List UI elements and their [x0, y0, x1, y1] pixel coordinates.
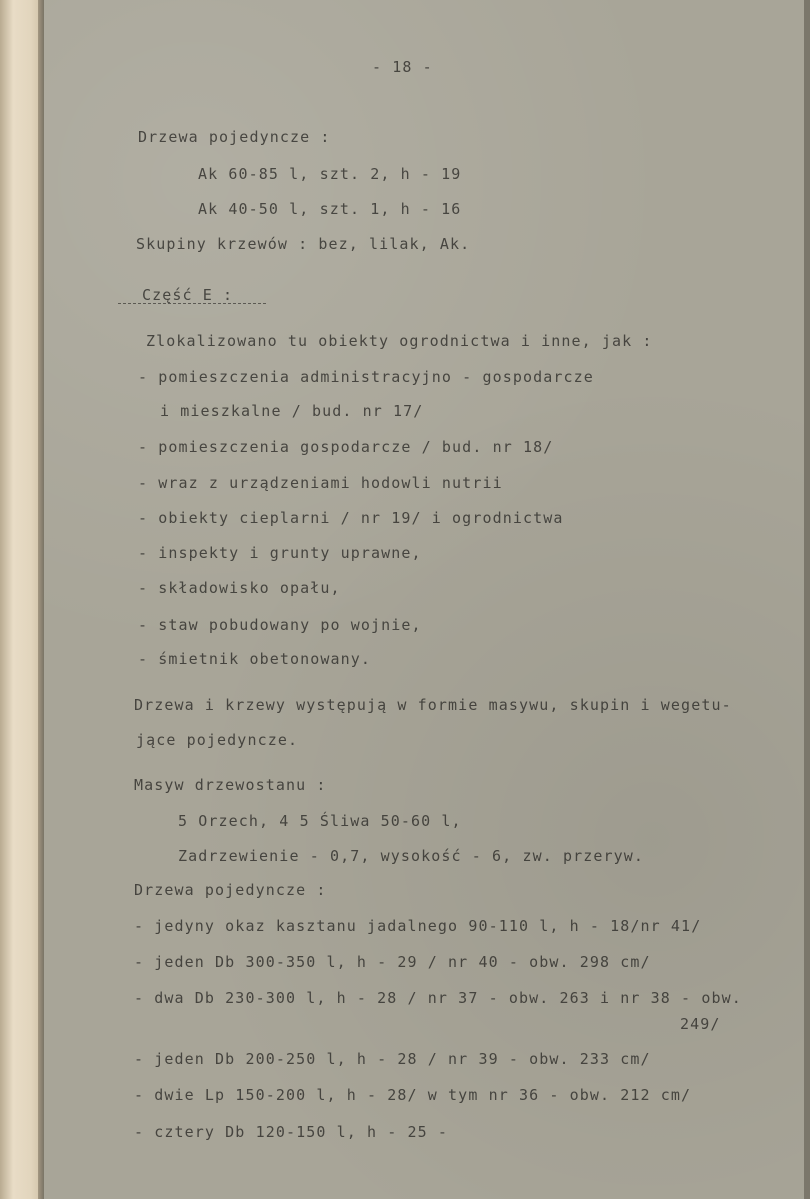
text-line: Drzewa i krzewy występują w formie masywu, skupin i wegetu- — [134, 696, 732, 714]
text-line: Drzewa pojedyncze : — [134, 881, 327, 899]
text-line: 249/ — [680, 1015, 721, 1033]
text-line: - śmietnik obetonowany. — [138, 650, 372, 668]
text-line: - jeden Db 200-250 l, h - 28 / nr 39 - obw. 233 cm/ — [134, 1050, 651, 1068]
page-edge — [804, 0, 810, 1199]
text-line: - wraz z urządzeniami hodowli nutrii — [138, 474, 503, 492]
text-line: i mieszkalne / bud. nr 17/ — [160, 402, 424, 420]
text-line: - cztery Db 120-150 l, h - 25 - — [134, 1123, 449, 1141]
text-line: - jedyny okaz kasztanu jadalnego 90-110 l, h - 18/nr 41/ — [134, 917, 702, 935]
text-line: 5 Orzech, 4 5 Śliwa 50-60 l, — [178, 812, 462, 830]
text-line: - jeden Db 300-350 l, h - 29 / nr 40 - obw. 298 cm/ — [134, 953, 651, 971]
text-line: Zadrzewienie - 0,7, wysokość - 6, zw. przeryw. — [178, 847, 645, 865]
text-line: jące pojedyncze. — [136, 731, 299, 749]
text-line: Zlokalizowano tu obiekty ogrodnictwa i inne, jak : — [146, 332, 653, 350]
text-line: - obiekty cieplarni / nr 19/ i ogrodnictwa — [138, 509, 564, 527]
text-line: - pomieszczenia administracyjno - gospodarcze — [138, 368, 594, 386]
text-line: - staw pobudowany po wojnie, — [138, 616, 422, 634]
text-line: Masyw drzewostanu : — [134, 776, 327, 794]
page-number: - 18 - — [372, 58, 433, 76]
text-line: Skupiny krzewów : bez, lilak, Ak. — [136, 235, 471, 253]
section-heading: Część E : — [142, 286, 234, 304]
text-line: - inspekty i grunty uprawne, — [138, 544, 422, 562]
text-line: - dwa Db 230-300 l, h - 28 / nr 37 - obw. 263 i nr 38 - obw. — [134, 989, 742, 1007]
text-line: - dwie Lp 150-200 l, h - 28/ w tym nr 36 - obw. 212 cm/ — [134, 1086, 692, 1104]
text-line: Ak 60-85 l, szt. 2, h - 19 — [198, 165, 462, 183]
text-line: Drzewa pojedyncze : — [138, 128, 331, 146]
text-line: - pomieszczenia gospodarcze / bud. nr 18/ — [138, 438, 554, 456]
text-line: - składowisko opału, — [138, 579, 341, 597]
text-line: Ak 40-50 l, szt. 1, h - 16 — [198, 200, 462, 218]
heading-underline — [118, 303, 266, 304]
